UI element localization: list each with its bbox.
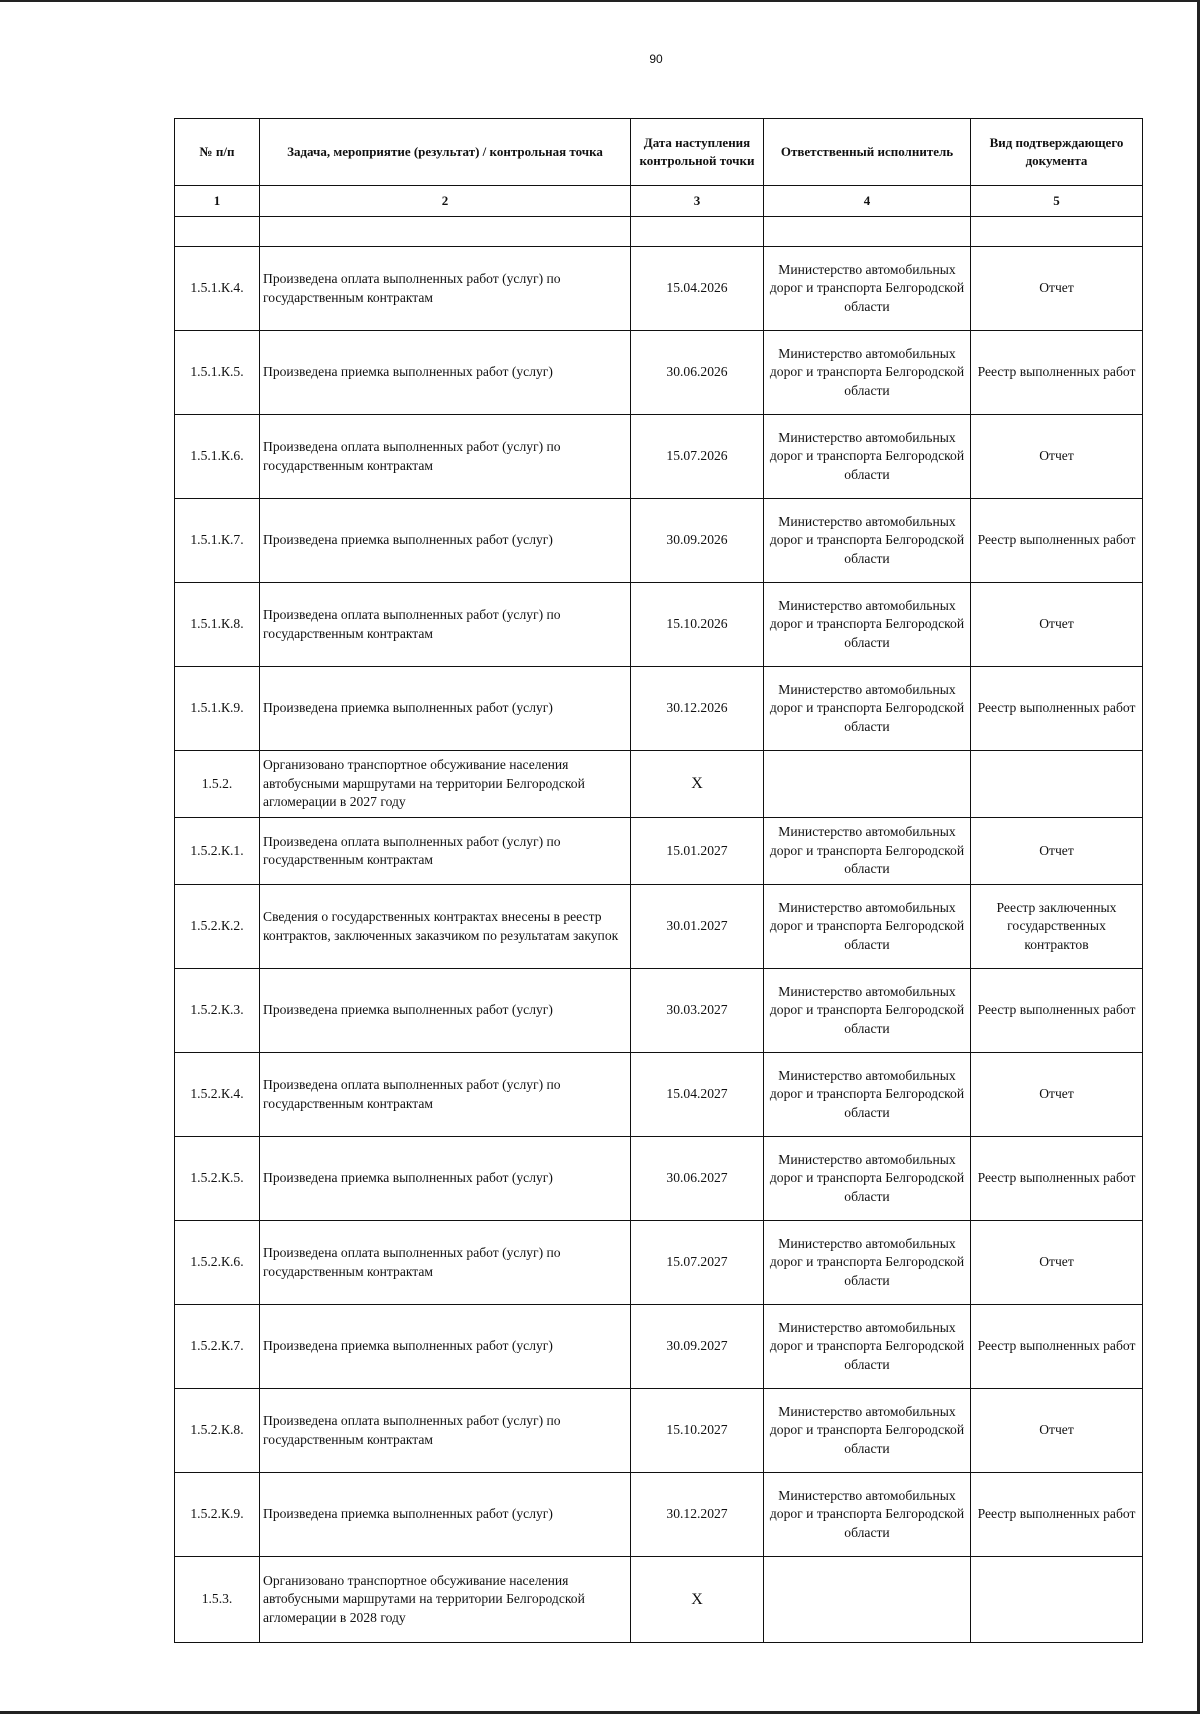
table-row <box>175 415 1143 499</box>
row-document: Реестр заключенных государственных контрактов <box>971 885 1143 969</box>
table-row <box>175 885 1143 969</box>
table-row <box>175 1305 1143 1389</box>
row-date: X <box>631 1557 764 1643</box>
table-row-task-group <box>175 1557 1143 1643</box>
row-date: 30.06.2026 <box>631 331 764 415</box>
row-date: 30.09.2027 <box>631 1305 764 1389</box>
header-number: № п/п <box>175 119 260 186</box>
table-header-row <box>175 119 1143 186</box>
row-date: 30.06.2027 <box>631 1137 764 1221</box>
row-document: Реестр выполненных работ <box>971 331 1143 415</box>
row-date: 15.01.2027 <box>631 818 764 885</box>
row-document: Реестр выполненных работ <box>971 1137 1143 1221</box>
table-row <box>175 1473 1143 1557</box>
row-number: 1.5.3. <box>175 1557 260 1643</box>
row-task: Произведена приемка выполненных работ (услуг) <box>260 969 631 1053</box>
row-date: X <box>631 751 764 818</box>
table-row <box>175 667 1143 751</box>
row-task: Произведена приемка выполненных работ (услуг) <box>260 1305 631 1389</box>
row-number: 1.5.2.К.2. <box>175 885 260 969</box>
row-responsible: Министерство автомобильных дорог и транспорта Белгородской области <box>764 247 971 331</box>
row-responsible: Министерство автомобильных дорог и транспорта Белгородской области <box>764 499 971 583</box>
row-task: Произведена приемка выполненных работ (услуг) <box>260 1473 631 1557</box>
row-document: Отчет <box>971 247 1143 331</box>
row-number: 1.5.1.К.6. <box>175 415 260 499</box>
column-number: 3 <box>631 186 764 217</box>
row-number: 1.5.1.К.5. <box>175 331 260 415</box>
row-date: 15.10.2027 <box>631 1389 764 1473</box>
page-number: 90 <box>649 52 663 66</box>
row-responsible: Министерство автомобильных дорог и транспорта Белгородской области <box>764 1389 971 1473</box>
row-number: 1.5.1.К.4. <box>175 247 260 331</box>
row-number: 1.5.1.К.8. <box>175 583 260 667</box>
row-responsible: Министерство автомобильных дорог и транспорта Белгородской области <box>764 1221 971 1305</box>
column-number: 2 <box>260 186 631 217</box>
row-document: Реестр выполненных работ <box>971 969 1143 1053</box>
row-responsible: Министерство автомобильных дорог и транспорта Белгородской области <box>764 818 971 885</box>
table-row <box>175 1221 1143 1305</box>
row-date: 30.03.2027 <box>631 969 764 1053</box>
row-number: 1.5.2.К.8. <box>175 1389 260 1473</box>
row-task: Произведена оплата выполненных работ (услуг) по государственным контрактам <box>260 583 631 667</box>
table-row <box>175 583 1143 667</box>
table-row <box>175 499 1143 583</box>
row-document: Реестр выполненных работ <box>971 667 1143 751</box>
row-date: 15.04.2027 <box>631 1053 764 1137</box>
row-document: Реестр выполненных работ <box>971 1305 1143 1389</box>
header-task: Задача, мероприятие (результат) / контрольная точка <box>260 119 631 186</box>
header-date: Дата наступления контрольной точки <box>631 119 764 186</box>
column-number: 1 <box>175 186 260 217</box>
row-document: Отчет <box>971 1389 1143 1473</box>
row-responsible: Министерство автомобильных дорог и транспорта Белгородской области <box>764 331 971 415</box>
row-number: 1.5.1.К.9. <box>175 667 260 751</box>
row-date: 15.07.2027 <box>631 1221 764 1305</box>
scan-edge-top <box>0 0 1200 2</box>
row-responsible: Министерство автомобильных дорог и транспорта Белгородской области <box>764 583 971 667</box>
row-document <box>971 1557 1143 1643</box>
row-task: Организовано транспортное обсуживание населения автобусными маршрутами на территории Белгородской агломерации в 2027 году <box>260 751 631 818</box>
control-points-table <box>174 118 1143 1643</box>
row-task: Сведения о государственных контрактах внесены в реестр контрактов, заключенных заказчиком по результатам закупок <box>260 885 631 969</box>
row-task: Произведена оплата выполненных работ (услуг) по государственным контрактам <box>260 1221 631 1305</box>
row-task: Произведена приемка выполненных работ (услуг) <box>260 499 631 583</box>
row-task: Произведена оплата выполненных работ (услуг) по государственным контрактам <box>260 818 631 885</box>
row-task: Произведена приемка выполненных работ (услуг) <box>260 331 631 415</box>
table-row-task-group <box>175 751 1143 818</box>
row-document <box>971 751 1143 818</box>
row-number: 1.5.2. <box>175 751 260 818</box>
row-responsible: Министерство автомобильных дорог и транспорта Белгородской области <box>764 969 971 1053</box>
table-row <box>175 247 1143 331</box>
row-responsible: Министерство автомобильных дорог и транспорта Белгородской области <box>764 1305 971 1389</box>
row-date: 30.01.2027 <box>631 885 764 969</box>
row-responsible: Министерство автомобильных дорог и транспорта Белгородской области <box>764 885 971 969</box>
row-document: Отчет <box>971 1221 1143 1305</box>
row-document: Отчет <box>971 415 1143 499</box>
table-row <box>175 1053 1143 1137</box>
column-number: 5 <box>971 186 1143 217</box>
row-number: 1.5.2.К.7. <box>175 1305 260 1389</box>
row-number: 1.5.2.К.6. <box>175 1221 260 1305</box>
row-responsible <box>764 1557 971 1643</box>
row-task: Организовано транспортное обсуживание населения автобусными маршрутами на территории Белгородской агломерации в 2028 году <box>260 1557 631 1643</box>
spacer-row <box>175 217 1143 247</box>
row-task: Произведена приемка выполненных работ (услуг) <box>260 667 631 751</box>
column-numbers-row <box>175 186 1143 217</box>
row-responsible: Министерство автомобильных дорог и транспорта Белгородской области <box>764 415 971 499</box>
row-document: Отчет <box>971 583 1143 667</box>
row-number: 1.5.2.К.9. <box>175 1473 260 1557</box>
row-date: 30.12.2026 <box>631 667 764 751</box>
row-date: 15.07.2026 <box>631 415 764 499</box>
row-responsible: Министерство автомобильных дорог и транспорта Белгородской области <box>764 1053 971 1137</box>
row-task: Произведена оплата выполненных работ (услуг) по государственным контрактам <box>260 247 631 331</box>
row-task: Произведена оплата выполненных работ (услуг) по государственным контрактам <box>260 1389 631 1473</box>
row-date: 30.09.2026 <box>631 499 764 583</box>
row-date: 15.10.2026 <box>631 583 764 667</box>
header-responsible: Ответственный исполнитель <box>764 119 971 186</box>
table-row <box>175 1137 1143 1221</box>
table-row <box>175 331 1143 415</box>
row-document: Отчет <box>971 818 1143 885</box>
row-document: Реестр выполненных работ <box>971 499 1143 583</box>
header-document: Вид подтверждающего документа <box>971 119 1143 186</box>
column-number: 4 <box>764 186 971 217</box>
row-task: Произведена оплата выполненных работ (услуг) по государственным контрактам <box>260 415 631 499</box>
row-responsible <box>764 751 971 818</box>
row-number: 1.5.2.К.3. <box>175 969 260 1053</box>
row-responsible: Министерство автомобильных дорог и транспорта Белгородской области <box>764 1137 971 1221</box>
table-row <box>175 969 1143 1053</box>
row-task: Произведена оплата выполненных работ (услуг) по государственным контрактам <box>260 1053 631 1137</box>
table-row <box>175 818 1143 885</box>
row-responsible: Министерство автомобильных дорог и транспорта Белгородской области <box>764 1473 971 1557</box>
row-date: 30.12.2027 <box>631 1473 764 1557</box>
row-number: 1.5.2.К.4. <box>175 1053 260 1137</box>
row-number: 1.5.2.К.1. <box>175 818 260 885</box>
table-row <box>175 1389 1143 1473</box>
row-document: Реестр выполненных работ <box>971 1473 1143 1557</box>
row-task: Произведена приемка выполненных работ (услуг) <box>260 1137 631 1221</box>
row-document: Отчет <box>971 1053 1143 1137</box>
row-number: 1.5.2.К.5. <box>175 1137 260 1221</box>
row-number: 1.5.1.К.7. <box>175 499 260 583</box>
row-date: 15.04.2026 <box>631 247 764 331</box>
row-responsible: Министерство автомобильных дорог и транспорта Белгородской области <box>764 667 971 751</box>
